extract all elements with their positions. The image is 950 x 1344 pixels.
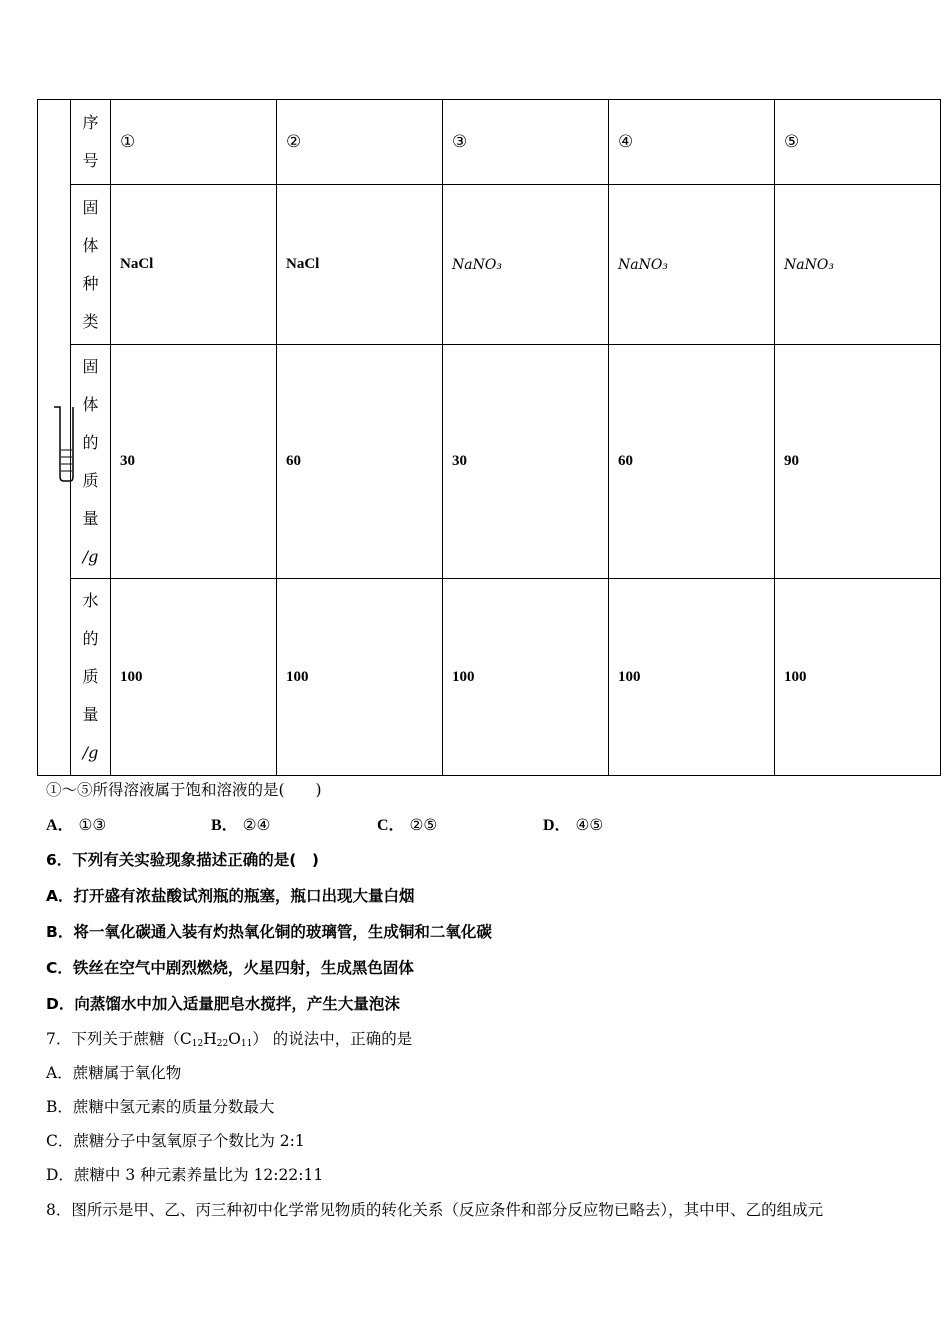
solid-mass-cell: 60	[609, 345, 775, 579]
header-solid-type: 固 体 种 类	[71, 185, 111, 345]
q6-option-d: D．向蒸馏水中加入适量肥皂水搅拌，产生大量泡沫	[46, 995, 400, 1013]
water-mass-cell: 100	[111, 579, 277, 776]
solid-type-cell: NaNO₃	[775, 185, 941, 345]
water-mass-cell: 100	[443, 579, 609, 776]
beaker-icon	[52, 405, 74, 485]
q5-question: ①～⑤所得溶液属于饱和溶液的是( )	[46, 781, 322, 799]
experiment-table	[37, 99, 941, 776]
q6-option-b: B．将一氧化碳通入装有灼热氧化铜的玻璃管，生成铜和二氧化碳	[46, 923, 492, 941]
q7-option-c: C．蔗糖分子中氢氧原子个数比为 2:1	[46, 1132, 305, 1150]
beaker-image-cell	[38, 100, 71, 776]
q5-option-d: D． ④⑤	[543, 816, 604, 834]
q5-option-a: A． ①③	[46, 816, 107, 834]
q6-option-c: C．铁丝在空气中剧烈燃烧，火星四射，生成黑色固体	[46, 959, 414, 977]
solid-mass-cell: 30	[111, 345, 277, 579]
solid-mass-cell: 30	[443, 345, 609, 579]
solid-type-cell: NaCl	[111, 185, 277, 345]
water-mass-cell: 100	[277, 579, 443, 776]
q7-option-b: B．蔗糖中氢元素的质量分数最大	[46, 1098, 275, 1116]
water-mass-cell: 100	[775, 579, 941, 776]
q8-question: 8．图所示是甲、乙、丙三种初中化学常见物质的转化关系（反应条件和部分反应物已略去），其中甲、乙的组成元	[46, 1201, 824, 1219]
solid-type-cell: NaNO₃	[443, 185, 609, 345]
header-serial: 序 号	[71, 100, 111, 185]
serial-cell: ②	[277, 100, 443, 185]
q5-option-c: C． ②⑤	[377, 816, 438, 834]
q7-question: 7．下列关于蔗糖$(C_{12}H_{22}O_{11})$ 的说法中，正确的是	[46, 1030, 413, 1049]
serial-cell: ③	[443, 100, 609, 185]
header-solid-mass: 固 体 的 质 量 /g	[71, 345, 111, 579]
q7-option-a: A．蔗糖属于氧化物	[46, 1064, 182, 1082]
q6-question: 6．下列有关实验现象描述正确的是( )	[46, 851, 319, 869]
water-mass-cell: 100	[609, 579, 775, 776]
header-water-mass: 水 的 质 量 /g	[71, 579, 111, 776]
serial-cell: ①	[111, 100, 277, 185]
q7-option-d: D．蔗糖中 3 种元素养量比为 12:22:11	[46, 1166, 324, 1184]
solid-mass-cell: 60	[277, 345, 443, 579]
q5-option-b: B． ②④	[211, 816, 271, 834]
serial-cell: ⑤	[775, 100, 941, 185]
serial-cell: ④	[609, 100, 775, 185]
solid-type-cell: NaCl	[277, 185, 443, 345]
solid-type-cell: NaNO₃	[609, 185, 775, 345]
solid-mass-cell: 90	[775, 345, 941, 579]
q6-option-a: A．打开盛有浓盐酸试剂瓶的瓶塞，瓶口出现大量白烟	[46, 887, 415, 905]
